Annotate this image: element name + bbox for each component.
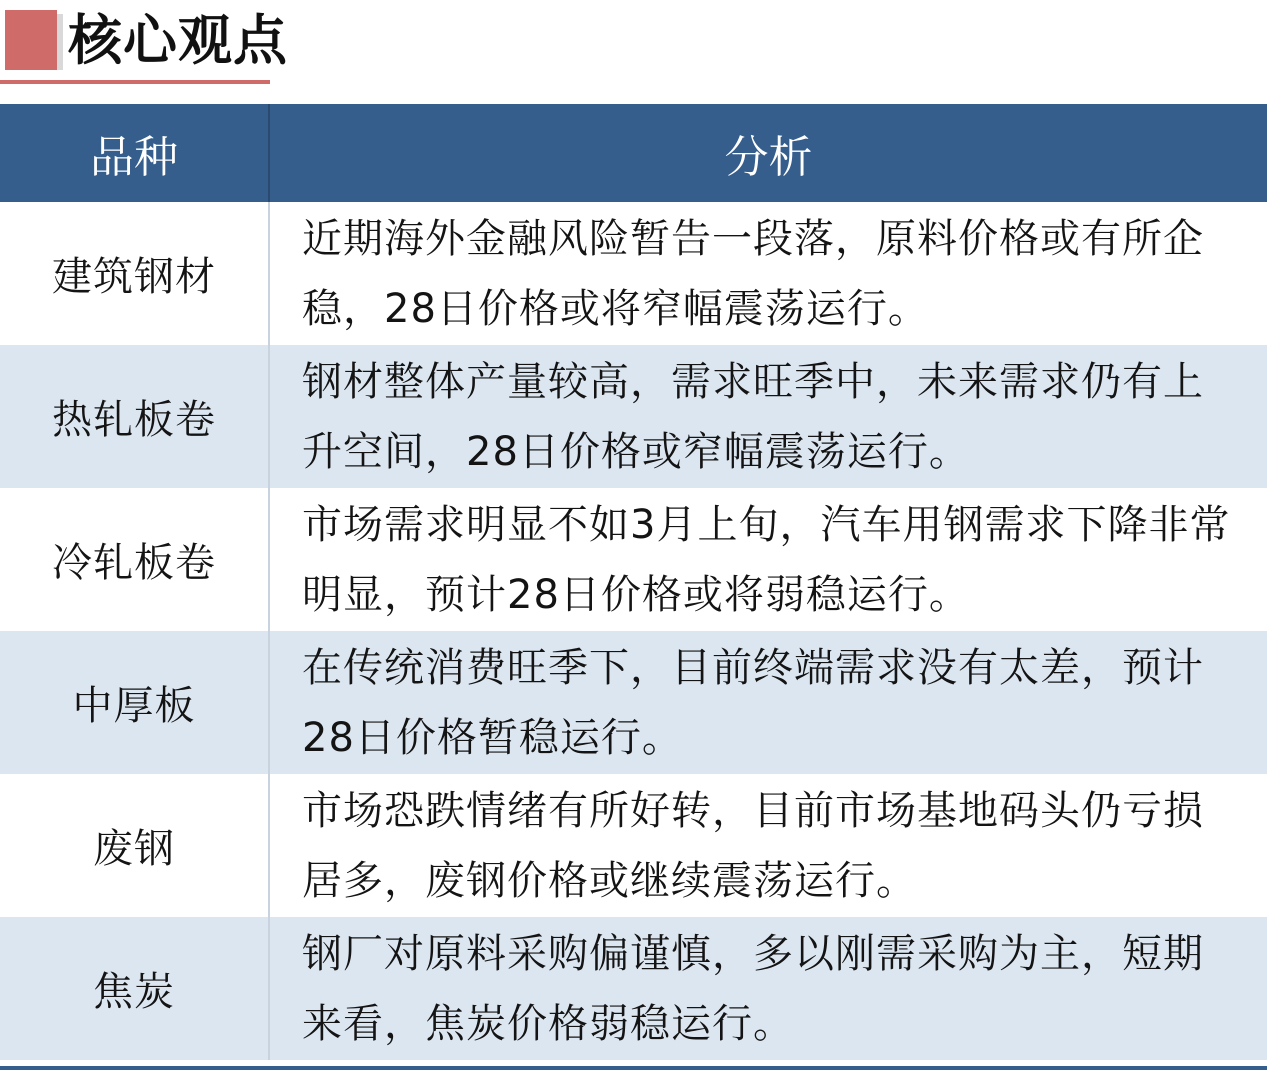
analysis-cell: 市场需求明显不如3月上旬，汽车用钢需求下降非常明显，预计28日价格或将弱稳运行。 <box>269 488 1267 631</box>
table-row <box>0 631 1267 774</box>
table-bottom-rule <box>0 1066 1267 1070</box>
analysis-cell: 在传统消费旺季下，目前终端需求没有太差，预计28日价格暂稳运行。 <box>269 631 1267 774</box>
table-row <box>0 774 1267 917</box>
title-underline <box>0 80 270 84</box>
table-row <box>0 488 1267 631</box>
variety-cell: 冷轧板卷 <box>0 488 269 631</box>
table-row <box>0 345 1267 488</box>
header-analysis: 分析 <box>269 104 1267 202</box>
title-marker-shadow <box>57 14 63 70</box>
table-header-row <box>0 104 1267 202</box>
analysis-cell: 钢厂对原料采购偏谨慎，多以刚需采购为主，短期来看，焦炭价格弱稳运行。 <box>269 917 1267 1060</box>
variety-cell: 中厚板 <box>0 631 269 774</box>
core-view-table <box>0 104 1267 1060</box>
analysis-cell: 钢材整体产量较高，需求旺季中，未来需求仍有上升空间，28日价格或窄幅震荡运行。 <box>269 345 1267 488</box>
section-title-bar <box>0 0 1267 86</box>
section-title: 核心观点 <box>68 9 288 72</box>
variety-cell: 焦炭 <box>0 917 269 1060</box>
title-marker-block <box>5 10 57 70</box>
table-row <box>0 202 1267 345</box>
analysis-cell: 市场恐跌情绪有所好转，目前市场基地码头仍亏损居多，废钢价格或继续震荡运行。 <box>269 774 1267 917</box>
table-row <box>0 917 1267 1060</box>
variety-cell: 热轧板卷 <box>0 345 269 488</box>
variety-cell: 废钢 <box>0 774 269 917</box>
header-variety: 品种 <box>0 104 269 202</box>
analysis-cell: 近期海外金融风险暂告一段落，原料价格或有所企稳，28日价格或将窄幅震荡运行。 <box>269 202 1267 345</box>
variety-cell: 建筑钢材 <box>0 202 269 345</box>
